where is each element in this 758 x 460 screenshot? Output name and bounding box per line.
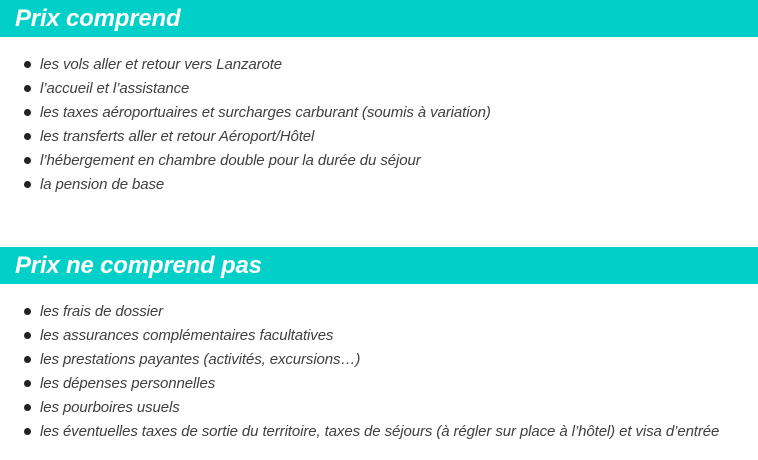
bullet-icon xyxy=(24,133,31,140)
list-item xyxy=(0,101,491,125)
section-title-price-excludes: Prix ne comprend pas xyxy=(0,247,758,284)
bullet-icon xyxy=(24,356,31,363)
bullet-icon xyxy=(24,380,31,387)
list-item-text: les transferts aller et retour Aéroport/Hôtel xyxy=(40,128,315,145)
bullet-icon xyxy=(24,109,31,116)
bullet-icon xyxy=(24,61,31,68)
bullet-icon xyxy=(24,181,31,188)
bullet-icon xyxy=(24,404,31,411)
list-item xyxy=(0,420,719,444)
list-item xyxy=(0,125,491,149)
list-item xyxy=(0,77,491,101)
list-item xyxy=(0,396,719,420)
list-item xyxy=(0,300,719,324)
list-item-text: les dépenses personnelles xyxy=(40,375,216,392)
list-item-text: les éventuelles taxes de sortie du territoire, taxes de séjours (à régler sur place à l’hôtel) et visa d’entrée xyxy=(40,423,720,440)
bullet-icon xyxy=(24,157,31,164)
list-item xyxy=(0,372,719,396)
bullet-icon xyxy=(24,308,31,315)
price-excludes-list xyxy=(0,300,719,444)
list-item-text: les prestations payantes (activités, excursions…) xyxy=(40,351,361,368)
list-item xyxy=(0,173,491,197)
list-item-text: les taxes aéroportuaires et surcharges carburant (soumis à variation) xyxy=(40,104,491,121)
list-item-text: la pension de base xyxy=(40,176,165,193)
bullet-icon xyxy=(24,85,31,92)
list-item-text: les pourboires usuels xyxy=(40,399,180,416)
price-includes-list xyxy=(0,53,491,197)
list-item-text: l’hébergement en chambre double pour la durée du séjour xyxy=(40,152,421,169)
list-item xyxy=(0,348,719,372)
bullet-icon xyxy=(24,428,31,435)
list-item-text: les vols aller et retour vers Lanzarote xyxy=(40,56,283,73)
list-item-text: les assurances complémentaires facultatives xyxy=(40,327,334,344)
section-title-price-includes: Prix comprend xyxy=(0,0,758,37)
list-item xyxy=(0,149,491,173)
bullet-icon xyxy=(24,332,31,339)
list-item xyxy=(0,53,491,77)
list-item-text: l’accueil et l’assistance xyxy=(40,80,190,97)
list-item-text: les frais de dossier xyxy=(40,303,164,320)
list-item xyxy=(0,324,719,348)
